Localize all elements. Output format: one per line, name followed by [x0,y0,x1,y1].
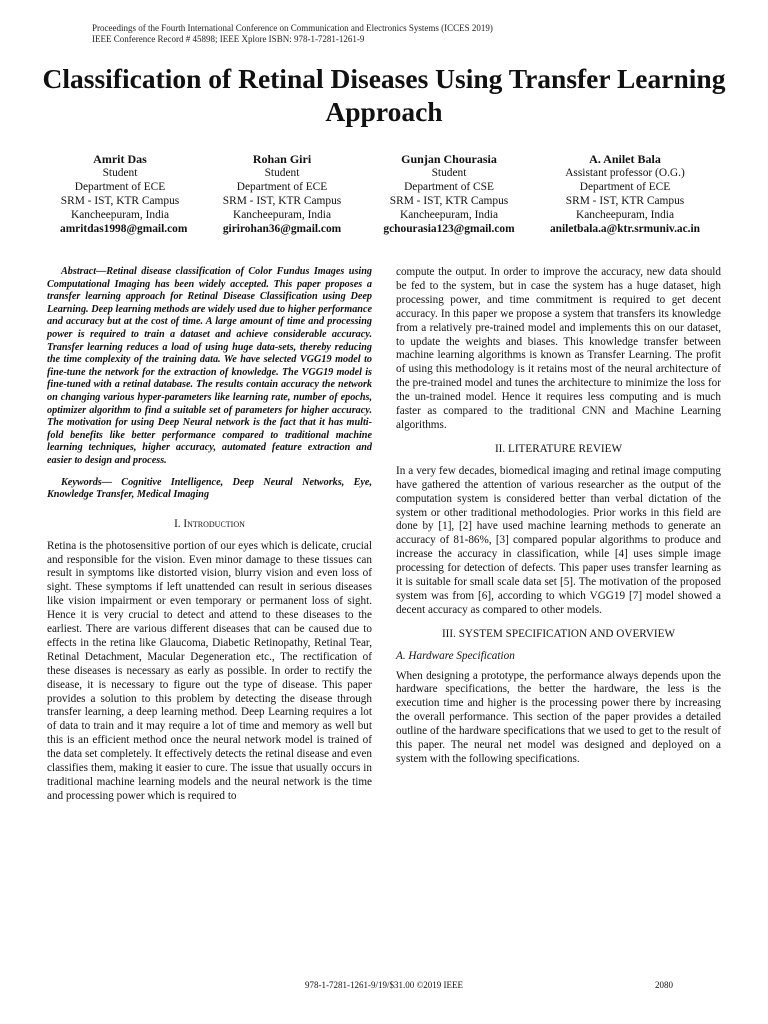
author-name: A. Anilet Bala [589,152,661,166]
author-email: gchourasia123@gmail.com [383,223,515,235]
author-role: Student [102,167,138,179]
author-name: Gunjan Chourasia [401,152,497,166]
author-dept: Department of CSE [404,181,494,193]
right-column [396,266,721,767]
author-role: Student [431,167,467,179]
author-institution: SRM - IST, KTR Campus [389,195,509,207]
literature-review-text: In a very few decades, biomedical imaging and retinal image computing have gathered the attention of various researcher as the output of the computation system is considered better than verbal dictation of the system or other traditional methodologies. Prior works in this field are done by [1], [2] have used machine learning methods to generate an accuracy of 81-86%, [3] compared popular algorithms to produce and increase the accuracy in classification, while [4] uses simple image processing for detection of defects. This paper uses transfer learning as it is suitable for small scale data set [5]. The motivation of the proposed system was from [6], according to which VGG19 [7] model showed a decent accuracy as compared to other models. [396,464,721,616]
author-2 [222,152,342,236]
introduction-continued-text: compute the output. In order to improve the accuracy, new data should be fed to the system, but in case the system has a huge dataset, high processing power, and time commitment is required to get decent accuracy. In this paper we propose a system that transfers its knowledge from a relatively pre-trained model and implements this on our dataset, to update the weights and biases. This knowledge transfer between machine learning algorithms is known as Transfer Learning. The profit of using this methodology is it retains most of the neural architecture of the pre-trained model and tunes the architecture to minimize the loss for the un-trained model. Hence it requires less computing and is much faster as compared to the traditional CNN and Machine Learning algorithms. [396,266,721,431]
author-name: Amrit Das [93,152,147,166]
section-heading-literature-review: II. LITERATURE REVIEW [494,442,623,455]
section-heading-introduction: I. Introduction [174,517,245,530]
abstract-label: Abstract—Retinal disease classification of Color Fundus Images using Computational Imaging has been widely accepted. [47,266,372,290]
abstract-text: This paper proposes a transfer learning approach for Retinal Disease Classification using Deep Learning. Deep learning methods are widely used due to higher performance and accuracy but at the cost of time. A large amount of time and processing power is required to train a dataset and achieve considerable accuracy. Transfer learning reduces a load of using huge data-sets, thereby reducing the time complexity of the training data. We have selected VGG19 model to fine-tune the network for the extraction of knowledge. The VGG19 model is fine-tuned with a retinal database. The results contain accuracy the network on changing various hyper-parameters like learning rate, number of epochs, optimizer algorithm to find a suitable set of parameters for higher accuracy. The motivation for using Deep Neural network is the fact that it has multi-fold benefits like better performance compared to traditional machine learning techniques, higher accuracy, automated feature extraction and easier to design and process. [47,278,373,466]
conference-header-line1: Proceedings of the Fourth International Conference on Communication and Electronics Systems (ICCES 2019) [92,23,493,33]
author-city: Kancheepuram, India [70,209,170,221]
author-role: Assistant professor (O.G.) [565,167,685,179]
author-institution: SRM - IST, KTR Campus [565,195,685,207]
author-email: amritdas1998@gmail.com [60,223,188,235]
author-1 [60,152,188,236]
conference-header-line2: IEEE Conference Record # 45898; IEEE Xplore ISBN: 978-1-7281-1261-9 [92,34,365,44]
author-city: Kancheepuram, India [399,209,499,221]
author-4 [540,152,710,236]
left-column [47,266,372,804]
author-block [0,152,768,242]
author-3 [383,152,515,236]
section-heading-system-specification: III. SYSTEM SPECIFICATION AND OVERVIEW [441,627,676,640]
author-email: girirohan36@gmail.com [222,223,342,235]
conference-header [92,23,493,45]
author-dept: Department of ECE [236,181,328,193]
copyright-notice: 978-1-7281-1261-9/19/$31.00 ©2019 IEEE [304,980,464,990]
author-dept: Department of ECE [579,181,671,193]
abstract [47,266,372,468]
paper-title: Classification of Retinal Diseases Using Transfer Learning Approach [42,63,726,127]
introduction-text: Retina is the photosensitive portion of our eyes which is delicate, crucial and responsible for the vision. Even minor damage to these tissues can result in symptoms like distorted vision, blurry vision and even loss of sight. These symptoms if left unattended can result in serious diseases like vision impairment or even temporary or permanent loss of sight. Hence it is very crucial to detect and attend to these diseases to the earliest. There are various different diseases that can be caused due to effects in the retina like Glaucoma, Diabetic Retinopathy, Retinal Tear, Retinal Detachment, Macular Degeneration etc., The rectification of these diseases is necessary as early as possible. In order to rectify the disease, it is necessary to figure out the type of disease. This paper provides a solution to this problem by detecting the disease through transfer learning, a deep learning method. Deep Learning requires a lot of data to train and it may require a lot of time and memory as well but this is an efficient method once the neural network model is trained of the data set completely. It effectively detects the retinal disease and even classifies them, making it easier to cure. The issue that usually occurs in traditional machine learning models and the neural network is the time and processing power which is required to [47,539,372,802]
author-dept: Department of ECE [74,181,166,193]
author-city: Kancheepuram, India [232,209,332,221]
author-email: aniletbala.a@ktr.srmuniv.ac.in [549,223,701,235]
author-role: Student [264,167,300,179]
hardware-specification-text: When designing a prototype, the performance always depends upon the hardware specifications, the better the hardware, the less is the execution time and higher is the processing power there by increasing the overall performance. This section of the paper provides a detailed outline of the hardware specifications that we used to get to the result of this paper. The neural net model was designed and deployed on a system with the following specifications. [396,669,721,765]
author-city: Kancheepuram, India [575,209,675,221]
keywords: Keywords— Cognitive Intelligence, Deep Neural Networks, Eye, Knowledge Transfer, Medical Imaging [47,476,372,501]
subsection-heading-hardware: A. Hardware Specification [396,649,515,662]
author-name: Rohan Giri [252,152,312,166]
page-number: 2080 [655,980,673,990]
author-institution: SRM - IST, KTR Campus [60,195,180,207]
author-institution: SRM - IST, KTR Campus [222,195,342,207]
